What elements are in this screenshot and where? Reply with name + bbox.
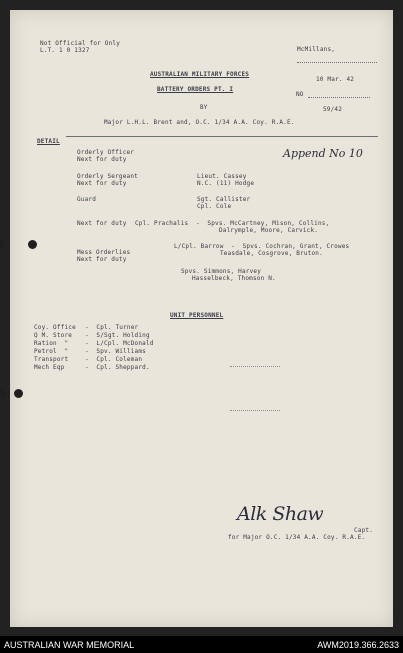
punch-hole	[14, 389, 23, 398]
duty-label: Orderly Sergeant	[77, 173, 138, 180]
archive-footer	[0, 636, 403, 653]
staff-name: - S/Sgt. Holding	[85, 332, 150, 339]
heading-battery-orders: BATTERY ORDERS PT. I	[157, 86, 234, 93]
duty-value: Lieut. Cassey	[197, 173, 247, 180]
order-number-line	[308, 97, 370, 98]
duty-label: Guard	[77, 196, 97, 203]
top-left-note-1: Not Official for Only	[40, 40, 121, 47]
handwritten-annotation: Append No 10	[283, 147, 363, 160]
staff-name: - Cpl. Turner	[85, 324, 139, 331]
section-detail: DETAIL	[37, 138, 60, 145]
staff-name: - L/Cpl. McDonald	[85, 340, 154, 347]
duty-label: Next for duty	[77, 256, 127, 263]
punch-hole	[0, 239, 5, 248]
copy-reference: McMillans,	[297, 46, 336, 53]
duty-label: Orderly Officer	[77, 149, 135, 156]
unit-personnel-heading: UNIT PERSONNEL	[170, 312, 224, 319]
document-page	[10, 10, 393, 627]
by-label: BY	[200, 104, 208, 111]
heading-military-forces: AUSTRALIAN MILITARY FORCES	[150, 71, 250, 78]
duty-value: Cpl. Prachalis - Spvs. McCartney, Mison, Collins,	[135, 220, 330, 227]
duty-value: Dalrymple, Moore, Carvick.	[219, 227, 319, 234]
duty-value: Cpl. Cole	[197, 203, 232, 210]
duty-value: Sgt. Callister	[197, 196, 251, 203]
duty-value: Spvs. Simmons, Harvey	[181, 268, 262, 275]
staff-post: Mech Eqp	[34, 364, 65, 371]
footer-accession-number: AWM2019.366.2633	[317, 640, 399, 650]
staff-name: - Cpl. Coleman	[85, 356, 143, 363]
duty-label: Mess Orderlies	[77, 249, 131, 256]
staff-post: Petrol "	[34, 348, 69, 355]
copy-reference-line	[297, 62, 377, 63]
duty-label: Next for duty	[77, 156, 127, 163]
faint-rule	[230, 410, 280, 411]
header-rule	[66, 136, 378, 137]
duty-value: Hasselbeck, Thomson N.	[192, 275, 276, 282]
top-left-note-2: L.T. 1 0 1327	[40, 47, 90, 54]
faint-rule	[230, 366, 280, 367]
staff-post: Q M. Store	[34, 332, 73, 339]
duty-label: Next for duty	[77, 220, 127, 227]
duty-value: N.C. (11) Hodge	[197, 180, 255, 187]
order-number-label: NO	[296, 91, 304, 98]
punch-hole	[0, 389, 6, 398]
punch-hole	[28, 240, 37, 249]
duty-label: Next for duty	[77, 180, 127, 187]
staff-name: - Cpl. Sheppard.	[85, 364, 150, 371]
staff-post: Coy. Office	[34, 324, 76, 331]
staff-name: - Spv. Williams	[85, 348, 146, 355]
staff-post: Ration "	[34, 340, 69, 347]
commander-line: Major L.H.L. Brent and, O.C. 1/34 A.A. Coy. R.A.E.	[104, 119, 295, 126]
signature-title: Capt.	[354, 527, 374, 534]
staff-post: Transport	[34, 356, 69, 363]
signature-block: for Major O.C. 1/34 A.A. Coy. R.A.E.	[228, 534, 366, 541]
duty-value: L/Cpl. Barrow - Spvs. Cochran, Grant, Crowes	[174, 243, 350, 250]
order-number: 59/42	[323, 106, 343, 113]
duty-value: Teasdale, Cosgrove, Bruton.	[220, 250, 323, 257]
order-date: 10 Mar. 42	[316, 76, 355, 83]
signature: Alk Shaw	[237, 503, 324, 525]
footer-institution: AUSTRALIAN WAR MEMORIAL	[4, 640, 135, 650]
